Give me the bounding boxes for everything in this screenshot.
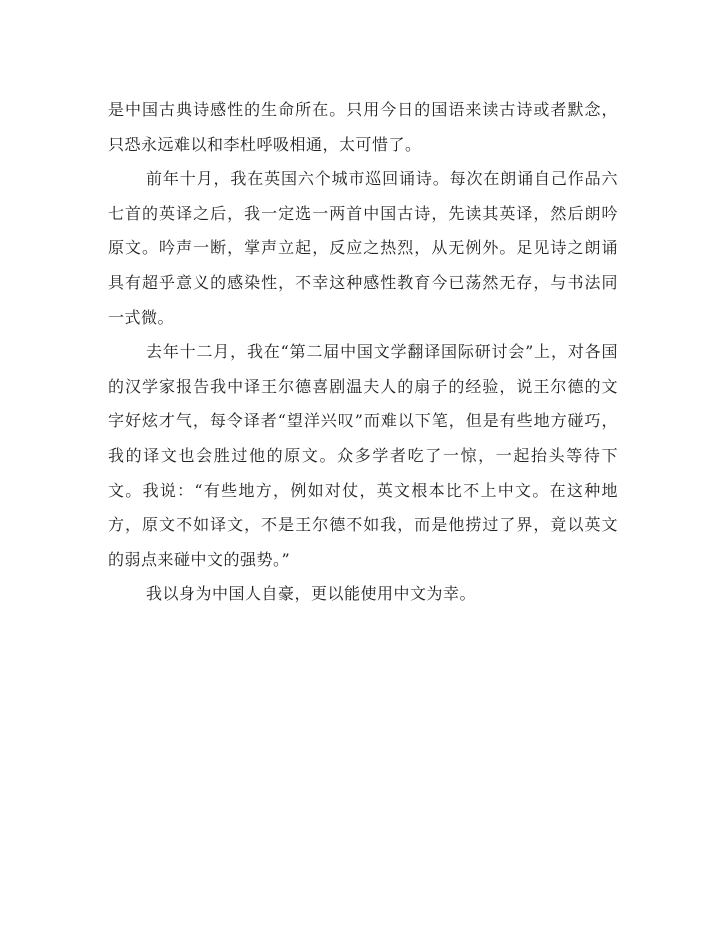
paragraph-2: 前年十月，我在英国六个城市巡回诵诗。每次在朗诵自己作品六七首的英译之后，我一定选一两首中国古诗，先读其英译，然后朗吟原文。吟声一断，掌声立起，反应之热烈，从无例外。足见诗之朗诵具有超乎意义的感染性，不幸这种感性教育今已荡然无存，与书法同一式微。: [108, 169, 618, 327]
paragraph-4: 我以身为中国人自豪，更以能使用中文为幸。: [146, 584, 477, 604]
paragraph-3: 去年十二月，我在“第二届中国文学翻译国际研讨会”上，对各国的汉学家报告我中译王尔德喜剧温夫人的扇子的经验，说王尔德的文字好炫才气，每令译者“望洋兴叹”而难以下笔，但是有些地方碰巧，我的译文也会胜过他的原文。众多学者吃了一惊，一起抬头等待下文。我说：“有些地方，例如对仗，英文根本比不上中文。在这种地方，原文不如译文，不是王尔德不如我，而是他捞过了界，竟以英文的弱点来碰中文的强势。”: [108, 342, 618, 569]
paragraph-1: 是中国古典诗感性的生命所在。只用今日的国语来读古诗或者默念，只恐永远难以和李杜呼吸相通，太可惜了。: [108, 100, 618, 154]
document-body: [108, 93, 618, 612]
